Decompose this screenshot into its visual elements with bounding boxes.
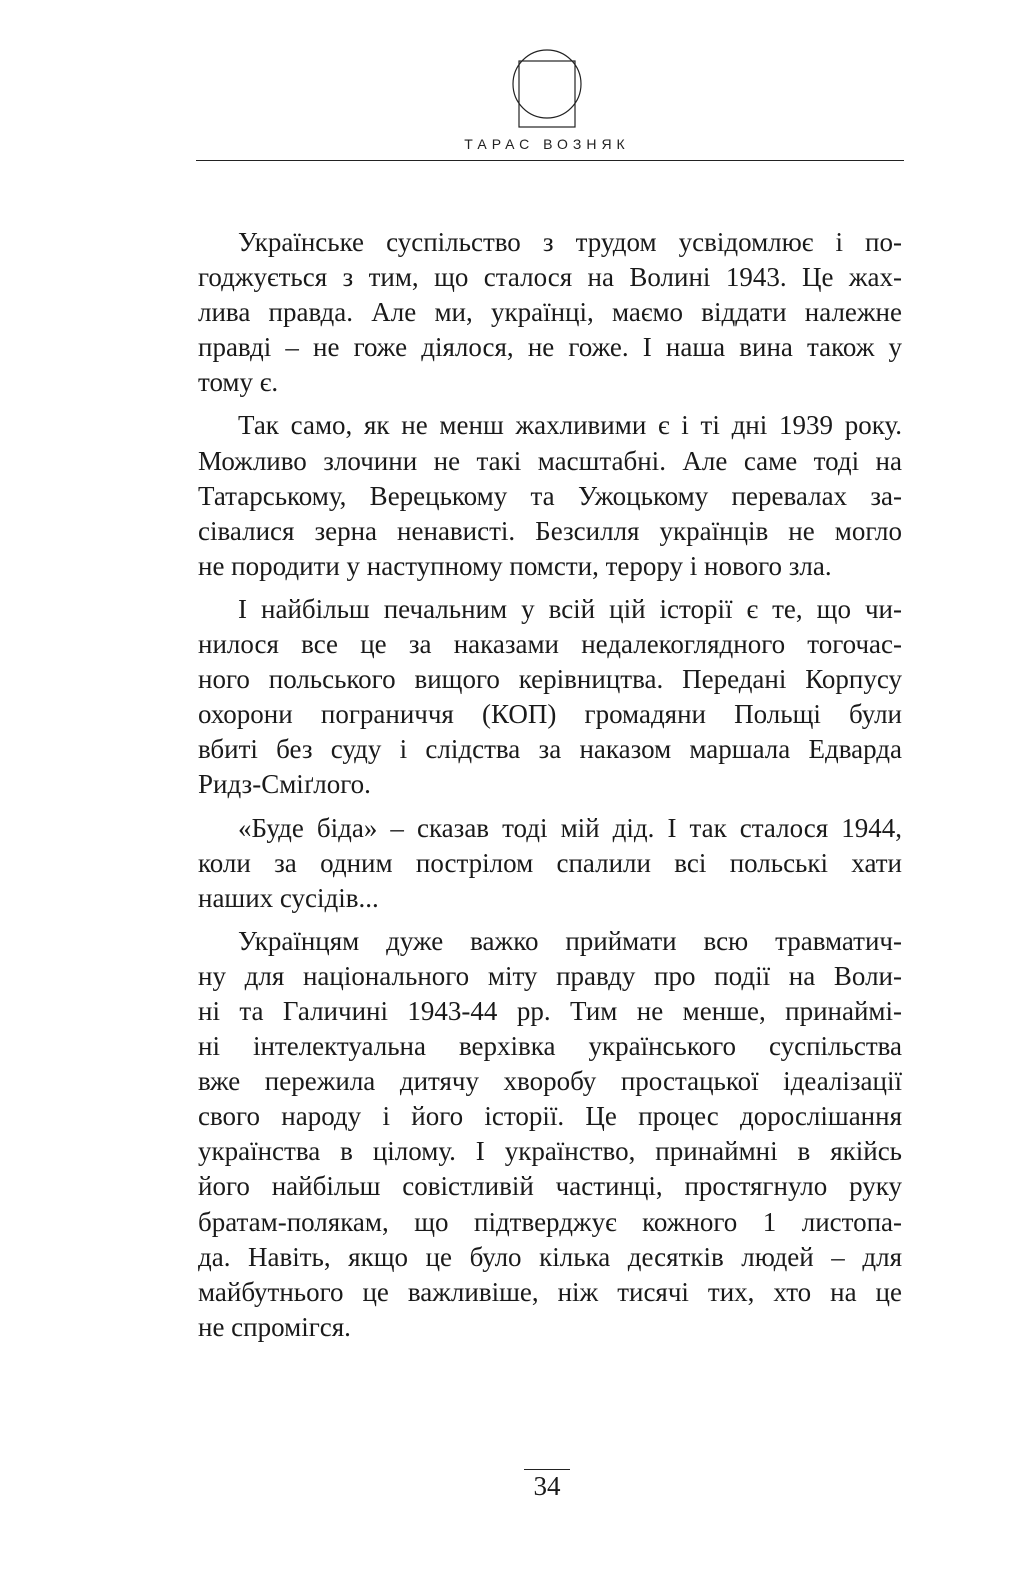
- text-line: Українське суспільство з трудом усвідомлює і по-: [238, 227, 902, 257]
- text-line: Можливо злочини не такі масштабні. Але саме тоді на: [198, 445, 902, 476]
- text-line: вбиті без суду і слідства за наказом маршала Едварда: [198, 734, 902, 765]
- text-line: Так само, як не менш жахливими є і ті дні 1939 року.: [238, 410, 902, 441]
- text-line: наших сусідів...: [198, 882, 379, 913]
- header-rule: [196, 160, 904, 161]
- text-line: Українцям дуже важко приймати всю травматич-: [238, 925, 902, 956]
- text-line: братам-полякам, що підтверджує кожного 1 листопа-: [198, 1206, 902, 1237]
- circle-square-logo-icon: [511, 46, 583, 128]
- text-line: майбутнього це важливіше, ніж тисячі тих, хто на це: [198, 1276, 902, 1307]
- paragraph: [198, 592, 902, 803]
- text-line: не породити у наступному помсти, терору і нового зла.: [198, 550, 832, 581]
- text-line: сівалися зерна ненависті. Безсилля українців не могло: [198, 515, 902, 546]
- paragraph: [198, 408, 902, 583]
- text-line: коли за одним пострілом спалили всі польські хати: [198, 847, 902, 878]
- text-line: ні та Галичині 1943-44 рр. Тим не менше, принаймі-: [198, 995, 902, 1026]
- text-line: да. Навіть, якщо це було кілька десятків людей – для: [198, 1241, 902, 1272]
- text-line: лива правда. Але ми, українці, маємо віддати належне: [198, 297, 902, 328]
- text-line: Татарському, Верецькому та Ужоцькому перевалах за-: [198, 480, 902, 511]
- text-line: нилося все це за наказами недалекоглядного тогочас-: [198, 629, 902, 660]
- page-number: 34: [533, 1471, 561, 1501]
- text-line: Ридз-Сміґлого.: [198, 769, 371, 800]
- text-line: не спромігся.: [198, 1311, 351, 1342]
- paragraph: [198, 225, 902, 400]
- running-head-author: ТАРАС ВОЗНЯК: [464, 136, 630, 152]
- text-line: ні інтелектуальна верхівка українського суспільства: [198, 1031, 902, 1062]
- text-line: правді – не гоже діялося, не гоже. І наша вина також у: [198, 332, 902, 363]
- text-line: охорони пограниччя (КОП) громадяни Польщі були: [198, 699, 902, 730]
- text-line: свого народу і його історії. Це процес дорослішання: [198, 1101, 902, 1132]
- body-text: [198, 225, 902, 1353]
- text-line: тому є.: [198, 367, 279, 398]
- text-line: вже пережила дитячу хворобу простацької ідеалізації: [198, 1066, 902, 1097]
- text-line: ну для національного міту правду про події на Воли-: [198, 960, 902, 991]
- paragraph: [198, 811, 902, 916]
- text-line: І найбільш печальним у всій цій історії є те, що чи-: [238, 593, 902, 624]
- text-line: українства в цілому. І українство, принаймні в якійсь: [198, 1136, 902, 1167]
- text-line: годжується з тим, що сталося на Волині 1943. Це жах-: [198, 262, 902, 293]
- text-line: його найбільш совістливій частинці, простягнуло руку: [198, 1171, 902, 1202]
- text-line: «Буде біда» – сказав тоді мій дід. І так сталося 1944,: [238, 812, 902, 843]
- text-line: ного польського вищого керівництва. Передані Корпусу: [198, 664, 902, 695]
- paragraph: [198, 924, 902, 1345]
